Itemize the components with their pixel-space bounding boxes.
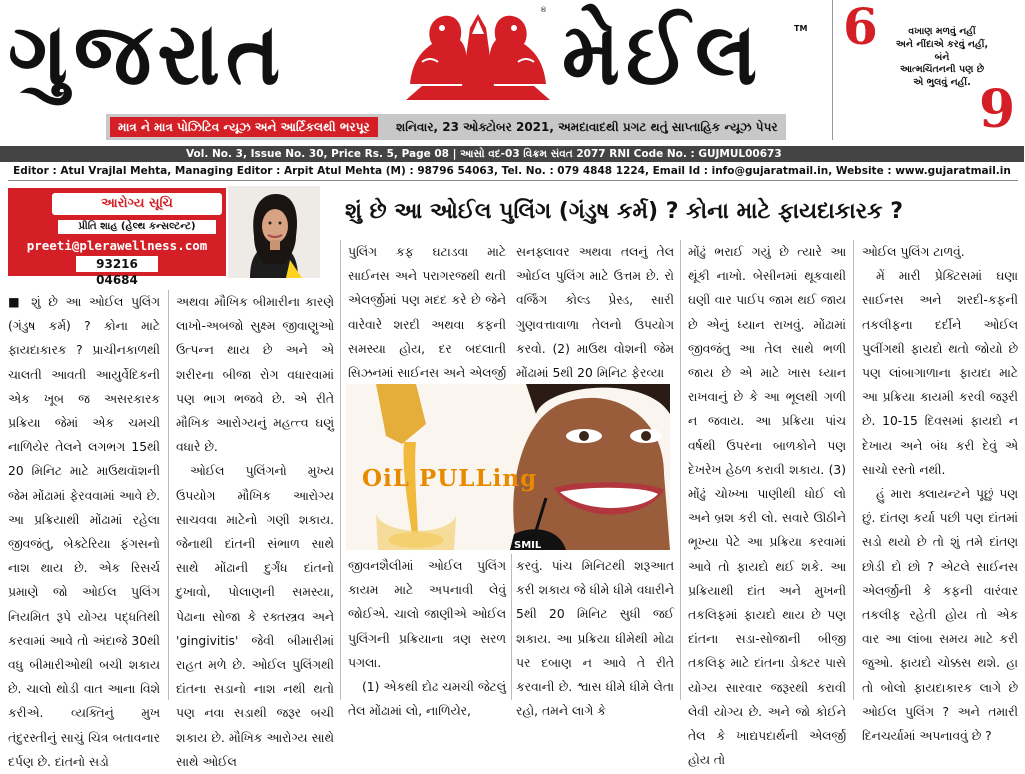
quote-number-top: 6 — [843, 0, 878, 56]
column-divider — [168, 290, 169, 700]
lion-emblem-logo — [402, 4, 554, 108]
editor-line: Editor : Atul Vrajlal Mehta, Managing Editor : Arpit Atul Mehta (M) : 98796 54063, Tel. No. : 079 4848 1224, Email Id : info@gujaratmail.in, Website : www.gujaratmail.in — [13, 165, 1011, 177]
trademark-mark: TM — [794, 24, 808, 33]
tagline-slogan: માત્ર ને માત્ર પોઝિટિવ ન્યૂઝ અને આર્ટિકલથી ભરપૂર — [110, 117, 378, 137]
article-paragraph: સનફ્લાવર અથવા તલનું તેલ ઓઈલ પુલિંગ માટે ઉત્તમ છે. રો વર્જિંગ કોલ્ડ પ્રેસ્ડ, સારી ગુણવત્તાવાળા તેલનો ઉપયોગ કરવો. (2) માઉથ વોશની જેમ મોંઢામાં 5થી 20 મિનિટ ફેરવ્યા — [516, 245, 674, 381]
tagline-dateline: શનિવાર, 23 ઓક્ટોબર 2021, અમદાવાદથી પ્રગટ થતું સાપ્તાહિક ન્યૂઝ પેપર — [396, 120, 778, 134]
column-divider — [680, 240, 681, 700]
oil-pulling-caption: OiL PULLing — [362, 465, 538, 492]
article-paragraph: અથવા મૌખિક બીમારીના કારણે લાખો-અબજો સુક્ષ્મ જીવાણુઓ ઉત્પન્ન થાય છે અને એ શરીરના બીજા રોગ વધારવામાં પણ ભાગ ભજવે છે. એ રીતે મૌખિક આરોગ્યનું મહત્ત્વ ઘણું વધારે છે. — [176, 295, 334, 455]
article-paragraph: ઓઈલ પુલિંગનો મુખ્ય ઉપયોગ મૌખિક આરોગ્ય સાચવવા માટેનો ગણી શકાય. જેનાથી દાંતની સંભાળ સાથે સાથે મોંઢાની દુર્ગંધ દાંતનો દુખાવો, પોલાણની સમસ્યા, પેઢાના સોજા કે રક્તસ્ત્રવ અને 'gingivitis' જેવી બીમારીમાં રાહત મળે છે. ઓઈલ પુલિંગથી દાંતના સડાનો નાશ નથી થતો પણ નવા સડાથી જરૂર બચી શકાય છે. મૌખિક આરોગ્ય સાથે સાથે ઓઈલ — [176, 464, 334, 769]
masthead-right-title: મેઈલ — [562, 4, 764, 105]
article-paragraph: હું મારા ક્લાયન્ટને પૂછું પણ છું. દાંતણ કર્યા પછી પણ દાંતમાં સડો થયો છે તો શું તમે દાંતણ છોડી દો છો ? એટલે સાઈનસ એલર્જીની કે કફની વારંવાર તકલીફ રહેતી હોય તો એક વાર આ લાંબા સમય માટે કરી જુઓ. ફાયદો ચોક્કસ થશે. હા તો બોલો ફાયદાકારક લાગે છે ઓઈલ પુલિંગ ? અને તમારી દિનચર્યામાં અપનાવવું છે ? — [862, 487, 1018, 744]
author-portrait-image — [228, 186, 320, 278]
article-column-3-top — [348, 240, 506, 382]
column-title: આરોગ્ય સૂચિ — [52, 193, 222, 215]
column-divider — [853, 240, 854, 700]
quote-box — [832, 0, 1025, 140]
column-author: પ્રીતિ શાહ (હેલ્થ કન્સલ્ટન્ટ) — [58, 220, 216, 234]
article-column-3-bottom — [348, 554, 506, 719]
oil-pulling-photo — [346, 384, 670, 550]
column-divider — [340, 240, 341, 700]
health-column-box — [8, 188, 226, 287]
masthead-left-title: ગુજરાત — [8, 4, 287, 105]
article-column-4-bottom — [516, 554, 674, 719]
tagline-bar — [106, 114, 786, 140]
article-headline: શું છે આ ઓઈલ પુલિંગ (ગંડુષ કર્મ) ? કોના માટે ફાયદાકારક ? — [345, 199, 904, 224]
quote-number-bottom: 9 — [979, 79, 1016, 140]
quote-line: વખાણ મળવું નહીં — [908, 26, 976, 37]
issue-info-bar — [0, 146, 1024, 162]
article-column-4-top — [516, 240, 674, 382]
article-column-2 — [176, 290, 334, 769]
article-column-6 — [862, 240, 1018, 744]
article-headline-wrap — [345, 196, 1013, 240]
article-paragraph: મોંઢું ભરાઈ ગયું છે ત્યારે આ થૂંકી નાખો. બેસીનમાં થૂકવાથી ઘણી વાર પાઈપ જામ થઈ જાય છે એનું ધ્યાન રાખવું. મોંઢામાં જીવજંતુ આ તેલ સાથે ભળી જાય છે એ માટે ખાસ ધ્યાન રાખવાનું છે કે આ ભૂલથી ગળી ન જવાય. આ પ્રક્રિયા પાંચ વર્ષથી ઉપરના બાળકોને પણ દેખરેખ હેઠળ કરાવી શકાય. (3) મોંઢું ચોખ્ખા પાણીથી ધોઈ લો અને બ્રશ કરી લો. સવારે ઊઠીને ભૂખ્યા પેટે આ પ્રક્રિયા કરવામાં આવે તો ફાયદો થઈ શકે. આ પ્રક્રિયાથી દાંત અને મુખની તકલિફમાં ફાયદો થાય છે પણ દાંતના સડા-સોજાની બીજી તકલિફ માટે દાંતના ડોક્ટર પાસે યોગ્ય સારવાર જરૂરથી કરાવી લેવી યોગ્ય છે. અને જો કોઈને તેલ કે ખાદ્યપદાર્થની એલર્જી હોય તો — [688, 245, 846, 768]
article-paragraph: કરવું. પાંચ મિનિટથી શરૂઆત કરી શકાય જે ધીમે ધીમે વધારીને 5થી 20 મિનિટ સુધી જઈ શકાય. આ પ્રક્રિયા ધીમેથી મોઢા પર દબાણ ન આવે તે રીતે કરવાની છે. શ્વાસ ધીમે ધીમે લેતા રહો, તમને લાગે કે — [516, 559, 674, 719]
quote-line: બંને — [934, 51, 950, 63]
column-phone: 93216 04684 — [76, 256, 158, 272]
issue-info-text: Vol. No. 3, Issue No. 30, Price Rs. 5, Page 08 | આસો વદ-03 વિક્રમ સંવત 2077 RNI Code No. : GUJMUL00673 — [186, 148, 782, 160]
article-column-1 — [8, 290, 160, 769]
quote-line: એ ભુલવું નહીં. — [913, 77, 971, 89]
article-paragraph: પુલિંગ કફ ઘટાડવા માટે સાઈનસ અને પરાગરજથી થતી એલર્જીમાં પણ મદદ કરે છે જેને વારેવારે શરદી અથવા કફની સમસ્યા હોય, દર બદલાતી સિઝનમાં સાઈનસ અને એલર્જી — [348, 245, 506, 381]
article-paragraph: ■ શું છે આ ઓઈલ પુલિંગ (ગંડુષ કર્મ) ? કોના માટે ફાયદાકારક ? પ્રાચીનકાળથી ચાલતી આવતી આયુર્વેદિકની એક ખૂબ જ અસરકારક પ્રક્રિયા જેમાં એક ચમચી નાળિયેર તેલને લગભગ 15થી 20 મિનિટ માટે માઉથવૉશની જેમ મોંઢામાં ફેરવવામાં આવે છે. આ પ્રક્રિયાથી મોંઢામાં રહેલા જીવજંતુ, બેક્ટેરિયા ફંગસનો નાશ થાય છે. એક રિસર્ચ પ્રમાણે જો ઓઈલ પુલિંગ નિયમિત રૂપે યોગ્ય પદ્ધતિથી કરવામાં આવે તો અંદાજે 30થી વધુ બીમારીઓથી બચી શકાય છે. ચાલો થોડી વાત આના વિશે કરીએ. વ્યક્તિનું મુખ તંદુરસ્તીનું સાચું ચિત્ર બતાવનાર દર્પણ છે. દાંતનો સડો — [8, 295, 160, 769]
article-column-5 — [688, 240, 846, 768]
column-divider — [511, 554, 512, 700]
column-email: preeti@plerawellness.com — [26, 238, 208, 253]
article-paragraph: મેં મારી પ્રેક્ટિસમાં ઘણા સાઈનસ અને શરદી-કફની તકલીફના દર્દીને ઓઈલ પુલીંગથી ફાયદો થતો જોયો છે પણ લાંબાગાળાના ફાયદા માટે આ પ્રક્રિયા કાયમી કરવી જરૂરી છે. 10-15 દિવસમાં ફાયદો ન દેખાય અને બંધ કરી દેવું એ સાચો રસ્તો નથી. — [862, 269, 1018, 477]
image-partial-text: SMIL — [514, 540, 542, 551]
svg-text:®: ® — [540, 6, 547, 14]
article-paragraph: ઓઈલ પુલિંગ ટાળવું. — [862, 245, 965, 259]
article-paragraph: જીવનશૈલીમાં ઓઈલ પુલિંગ કાયમ માટે અપનાવી લેવું જોઈએ. ચાલો જાણીએ ઓઈલ પુલિંગની પ્રક્રિયાના ત્રણ સરળ પગલા. — [348, 559, 506, 670]
article-paragraph: (1) એકથી દોઢ ચમચી જેટલું તેલ મોંઢામાં લો, નાળિયેર, — [348, 680, 506, 719]
quote-line: અને નીંદાએ કરવું નહીં, — [895, 38, 989, 50]
divider — [8, 180, 1018, 181]
quote-line: આત્મચિંતનની પણ છે — [899, 64, 985, 76]
